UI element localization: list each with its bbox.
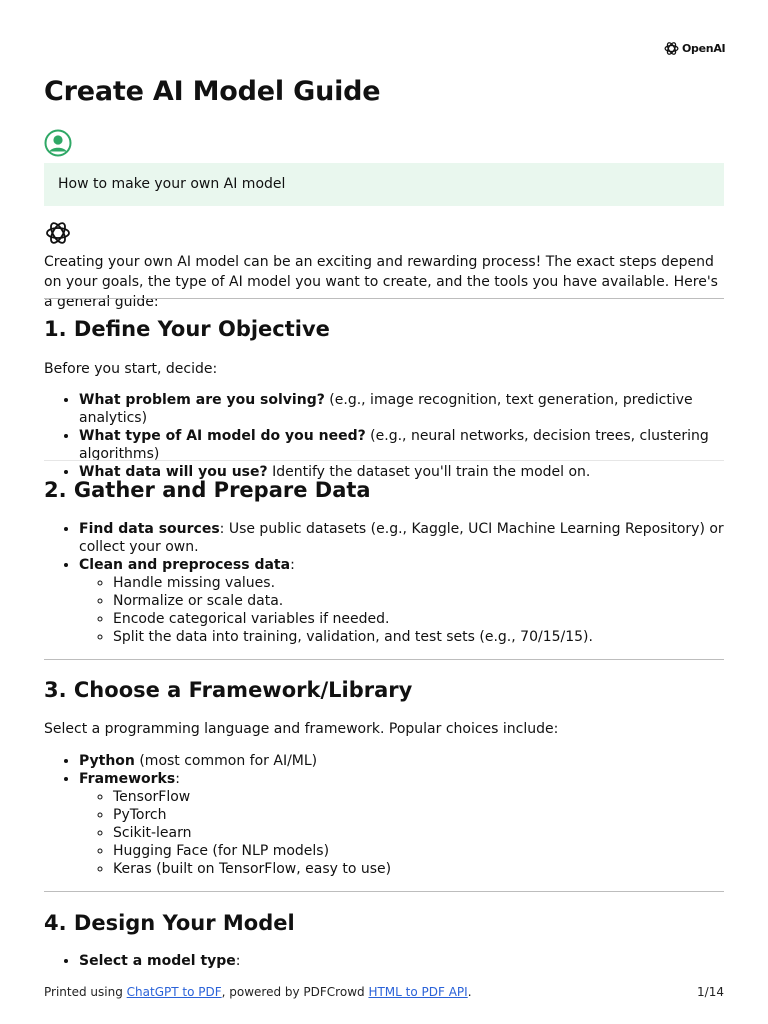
list-item bbox=[79, 391, 724, 427]
list-item-text: : Use public datasets (e.g., Kaggle, UCI Machine Learning Repository) or collect your own. bbox=[79, 521, 724, 555]
list-item-text: (most common for AI/ML) bbox=[134, 753, 318, 769]
section-lead: Select a programming language and framework. Popular choices include: bbox=[44, 721, 559, 737]
list-item bbox=[79, 752, 724, 770]
list-item-text: (e.g., image recognition, text generation, predictive analytics) bbox=[79, 392, 693, 426]
page-number: 1/14 bbox=[697, 985, 724, 999]
framework-list bbox=[44, 752, 724, 878]
section-heading-objective: 1. Define Your Objective bbox=[44, 317, 330, 341]
list-item-bold: What problem are you solving? bbox=[79, 392, 325, 408]
list-item-bold: Select a model type bbox=[79, 953, 236, 969]
intro-paragraph: Creating your own AI model can be an exciting and rewarding process! The exact steps depend on your goals, the type of AI model you want to create, and the tools you have available. Here's a general guide: bbox=[44, 254, 718, 310]
user-prompt-text: How to make your own AI model bbox=[58, 176, 286, 192]
list-item-bold: What type of AI model do you need? bbox=[79, 428, 366, 444]
section-heading-design: 4. Design Your Model bbox=[44, 911, 295, 935]
page-title: Create AI Model Guide bbox=[44, 76, 381, 107]
list-item bbox=[79, 520, 724, 556]
data-list bbox=[44, 520, 724, 646]
footer-middle: , powered by PDFCrowd bbox=[221, 985, 369, 999]
divider bbox=[44, 298, 724, 299]
list-item bbox=[79, 427, 724, 463]
list-item-bold: Frameworks bbox=[79, 771, 176, 787]
print-footer bbox=[44, 985, 472, 999]
footer-prefix: Printed using bbox=[44, 985, 127, 999]
sub-list bbox=[79, 788, 724, 878]
sub-list-item: ◦ Handle missing values. bbox=[113, 574, 724, 592]
section-lead: Before you start, decide: bbox=[44, 361, 218, 377]
footer-suffix: . bbox=[467, 985, 472, 999]
list-item-text: : bbox=[175, 771, 180, 787]
sub-list bbox=[79, 574, 724, 646]
list-item-text: : bbox=[235, 953, 241, 969]
sub-list-item: ◦ Keras (built on TensorFlow, easy to use) bbox=[113, 860, 724, 878]
sub-list-item: ◦ TensorFlow bbox=[113, 788, 724, 806]
chatgpt-avatar-icon bbox=[44, 219, 72, 247]
list-item bbox=[79, 556, 724, 646]
list-item bbox=[79, 952, 724, 970]
section-heading-framework: 3. Choose a Framework/Library bbox=[44, 678, 413, 702]
divider bbox=[44, 460, 724, 461]
brand-name: OpenAI bbox=[682, 42, 726, 55]
user-prompt bbox=[44, 163, 724, 206]
list-item-text: Identify the dataset you'll train the model on. bbox=[267, 464, 591, 480]
user-avatar bbox=[44, 129, 72, 161]
sub-list-item: ◦ Hugging Face (for NLP models) bbox=[113, 842, 724, 860]
list-item-text: : bbox=[290, 557, 295, 573]
section-heading-data: 2. Gather and Prepare Data bbox=[44, 478, 371, 502]
list-item-bold: Clean and preprocess data bbox=[79, 557, 291, 573]
divider bbox=[44, 891, 724, 892]
list-item bbox=[79, 770, 724, 878]
design-list bbox=[44, 952, 724, 970]
chatgpt-to-pdf-link[interactable]: ChatGPT to PDF bbox=[126, 985, 222, 999]
openai-logo-icon bbox=[663, 40, 680, 57]
list-item-bold: Find data sources bbox=[79, 521, 220, 537]
openai-logo bbox=[663, 40, 725, 57]
divider bbox=[44, 659, 724, 660]
list-item-bold: What data will you use? bbox=[79, 464, 268, 480]
sub-list-item: ◦ Encode categorical variables if needed. bbox=[113, 610, 724, 628]
sub-list-item: ◦ Split the data into training, validation, and test sets (e.g., 70/15/15). bbox=[113, 628, 724, 646]
objective-list bbox=[44, 391, 724, 481]
list-item-text: (e.g., neural networks, decision trees, clustering algorithms) bbox=[79, 428, 709, 462]
sub-list-item: ◦ PyTorch bbox=[113, 806, 724, 824]
user-avatar-icon bbox=[44, 129, 72, 157]
list-item-bold: Python bbox=[79, 753, 135, 769]
assistant-avatar bbox=[44, 219, 72, 251]
html-to-pdf-api-link[interactable]: HTML to PDF API bbox=[368, 985, 468, 999]
sub-list-item: ◦ Scikit-learn bbox=[113, 824, 724, 842]
sub-list-item: ◦ Normalize or scale data. bbox=[113, 592, 724, 610]
